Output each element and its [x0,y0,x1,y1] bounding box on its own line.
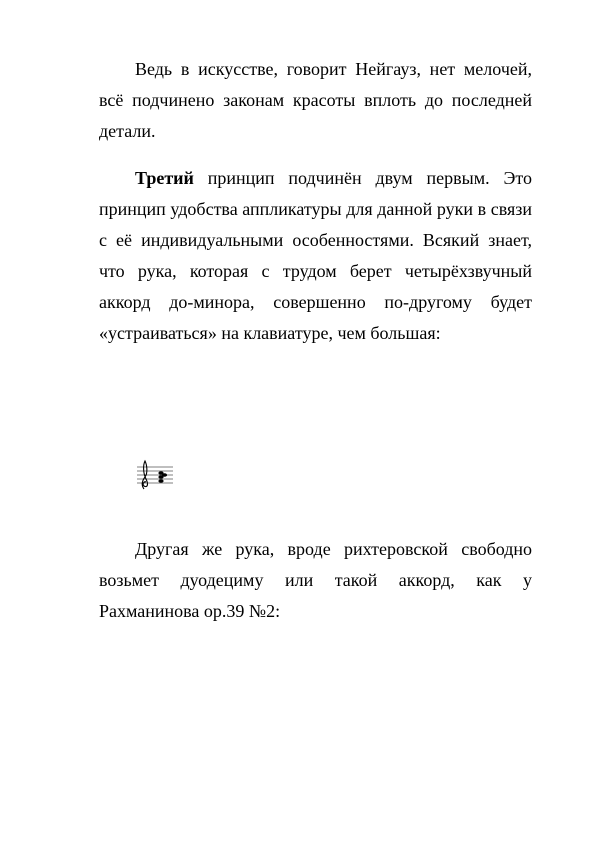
paragraph-text-container [99,163,532,349]
paragraph-text: Ведь в искусстве, говорит Нейгауз, нет мелочей, всё подчинено законам красоты вплоть до последней детали. [99,59,532,141]
paragraph-neuhaus [99,54,532,147]
paragraph-text: Другая же рука, вроде рихтеровской свободно возьмет дуодециму или такой аккорд, как у Рахманинова ор.39 №2: [99,539,532,621]
treble-clef-chord-icon [135,455,175,495]
paragraph-third-principle [99,163,532,349]
paragraph-text: принцип подчинён двум первым. Это принцип удобства аппликатуры для данной руки в связи с её индивидуальными особенностями. Всякий знает, что рука, которая с трудом берет четырёхзвучный аккорд до-минора, совершенно по-другому будет «устраиваться» на клавиатуре, чем большая: [99,168,532,343]
bold-term: Третий [135,168,194,188]
paragraph-richter [99,534,532,627]
